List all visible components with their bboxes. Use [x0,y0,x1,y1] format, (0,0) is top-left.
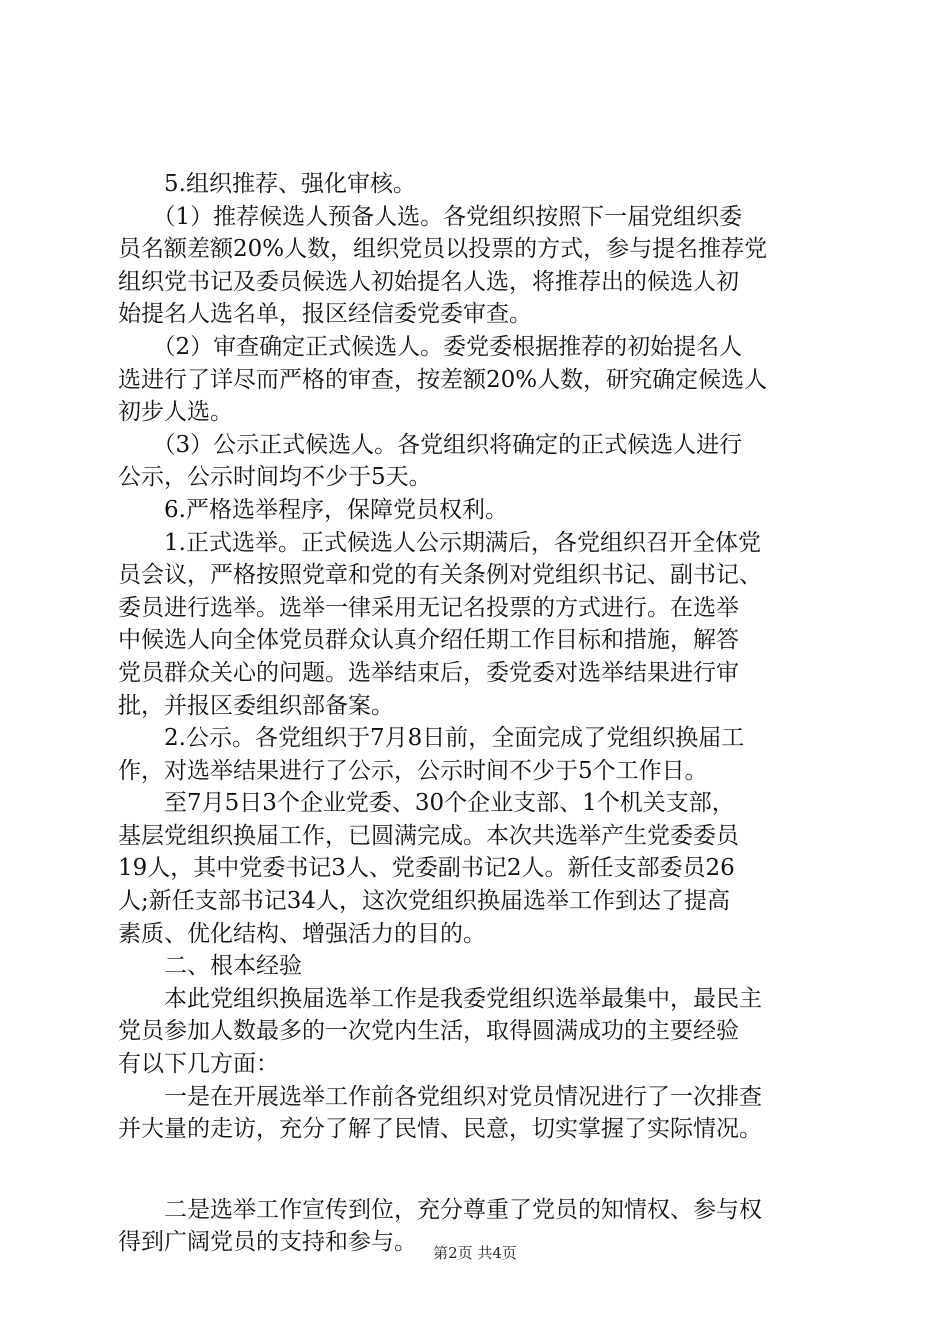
text-line: 始提名人选名单，报区经信委党委审查。 [118,301,532,328]
section-heading: 二、根本经验 [118,953,302,980]
text-line: 基层党组织换届工作，已圆满完成。本次共选举产生党委委员 [118,822,739,849]
text-line: 19人，其中党委书记3人、党委副书记2人。新任支部委员26 [118,855,735,882]
text-line: 有以下几方面： [118,1051,279,1078]
text-line: 公示，公示时间均不少于5天。 [118,464,432,491]
text-line: 6.严格选举程序，保障党员权利。 [118,496,508,523]
text-line: 党员群众关心的问题。选举结束后，委党委对选举结果进行审 [118,659,739,686]
text-line: 5.组织推荐、强化审核。 [118,171,416,197]
text-line: 二是选举工作宣传到位，充分尊重了党员的知情权、参与权 [118,1196,762,1223]
text-line: 员会议，严格按照党章和党的有关条例对党组织书记、副书记、 [118,562,762,589]
text-line: 素质、优化结构、增强活力的目的。 [118,920,486,947]
text-line: 并大量的走访，充分了解了民情、民意，切实掌握了实际情况。 [118,1116,762,1143]
text-line: 人;新任支部书记34人，这次党组织换届选举工作到达了提高 [118,888,731,915]
text-line: 选进行了详尽而严格的审查，按差额20%人数，研究确定候选人 [118,366,768,393]
text-line: 委员进行选举。选举一律采用无记名投票的方式进行。在选举 [118,594,739,621]
text-line: 一是在开展选举工作前各党组织对党员情况进行了一次排查 [118,1083,762,1110]
text-line: （3）公示正式候选人。各党组织将确定的正式候选人进行 [118,431,743,458]
text-line: 得到广阔党员的支持和参与。 [118,1229,417,1256]
text-line: 批，并报区委组织部备案。 [118,692,394,719]
text-line: （2）审查确定正式候选人。委党委根据推荐的初始提名人 [118,333,743,360]
text-line: 至7月5日3个企业党委、30个企业支部、1个机关支部， [118,790,735,817]
text-line: （1）推荐候选人预备人选。各党组织按照下一届党组织委 [118,203,743,230]
paragraph-gap [118,1146,838,1194]
text-line: 本此党组织换届选举工作是我委党组织选举最集中，最民主 [118,985,762,1012]
text-line: 2.公示。各党组织于7月8日前，全面完成了党组织换届工 [118,725,745,752]
document-body [118,168,838,1259]
page-number-footer: 第2页 共4页 [433,1244,517,1262]
text-line: 党员参加人数最多的一次党内生活，取得圆满成功的主要经验 [118,1018,739,1045]
text-line: 员名额差额20%人数，组织党员以投票的方式，参与提名推荐党 [118,236,768,263]
text-line: 初步人选。 [118,399,233,426]
text-line: 1.正式选举。正式候选人公示期满后，各党组织召开全体党 [118,529,761,556]
text-line: 作，对选举结果进行了公示，公示时间不少于5个工作日。 [118,757,708,784]
text-line: 中候选人向全体党员群众认真介绍任期工作目标和措施，解答 [118,627,739,654]
text-line: 组织党书记及委员候选人初始提名人选，将推荐出的候选人初 [118,268,739,295]
